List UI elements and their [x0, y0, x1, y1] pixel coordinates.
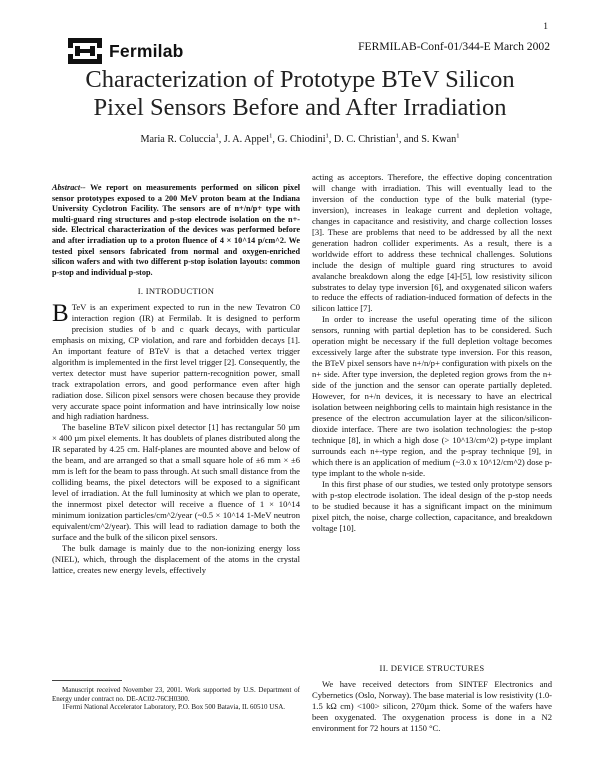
- author-separator: ,: [328, 134, 334, 145]
- title-line-2: Pixel Sensors Before and After Irradiation: [93, 93, 507, 121]
- author-name: J. A. Appel: [223, 134, 270, 145]
- abstract-text: We report on measurements performed on silicon pixel sensor prototypes exposed to a 200 MeV proton beam at the Indiana University Cyclotron Facility. The sensors are of n+/n/p+ type with multi-guard ring structures and p-stop electrode isolation on the n+-side. Electrical characterization of the devices was performed before and after irradiation up to a proton fluence of 4 × 10^14 p/cm^2. We tested pixel sensors fabricated from normal and oxygen-enriched silicon wafers and with two different p-stop isolation layouts: common p-stop and individual p-stop.: [52, 183, 301, 277]
- footnote-2: 1Fermi National Accelerator Laboratory, P.O. Box 500 Batavia, IL 60510 USA.: [62, 703, 286, 712]
- abstract-label: Abstract--: [52, 183, 86, 192]
- section-heading-device-structures: II. DEVICE STRUCTURES: [379, 663, 485, 673]
- device-paragraph-1: We have received detectors from SINTEF Electronics and Cybernetics (Oslo, Norway). The base material is low resistivity (1.0-1.5 kΩ cm) <100> silicon, 270µm thick. Some of the wafers have been oxygenated. The oxygenation process is done in a N2 environment for 72 hours at 1150 °C.: [312, 678, 552, 733]
- fermilab-emblem-icon: [66, 36, 104, 66]
- paper-title: [40, 66, 560, 121]
- page-number: 1: [543, 22, 548, 32]
- abstract: [52, 183, 300, 278]
- affiliation-mark: 1: [395, 132, 399, 140]
- left-column: [52, 183, 300, 278]
- author-separator: , and: [398, 134, 422, 145]
- intro-paragraph-1: [52, 299, 300, 422]
- author-name: Maria R. Coluccia: [140, 134, 216, 145]
- introduction-section: [52, 286, 300, 576]
- affiliation-mark: 1: [269, 132, 273, 140]
- right-paragraph-3: In this first phase of our studies, we tested only prototype sensors with p-stop electrode isolation. The ideal design of the p-stop needs to be studied because it has a significant impact on the minimum pixel pitch, the noise, charge collection, capacitance, and breakdown voltage [10].: [312, 478, 552, 533]
- fermilab-logo: [66, 36, 262, 66]
- right-paragraph-1: acting as acceptors. Therefore, the effective doping concentration will change with irradiation. This will eventually lead to the inversion of the conduction type of the bulk material (type-inversion), increases in leakage current and depletion voltage, changes in capacitance and resistivity, and charge collection losses [3]. These are problems that need to be addressed by all the next generation hadron collider experiments. As a result, there is a worldwide effort to address these technical challenges. Solutions include the design of multiple guard ring structures to avoid avalanche breakdown along the edge [4]-[5], low resistivity silicon substrates to delay type inversion [6], and oxygenated silicon wafers to reduce the effects of radiation-induced formation of defects in the silicon lattice [7].: [312, 172, 552, 314]
- affiliation-mark: 1: [325, 132, 329, 140]
- intro-paragraph-2: The baseline BTeV silicon pixel detector [1] has rectangular 50 µm × 400 µm pixel elements. It has doublets of planes distributed along the IR separated by 4.25 cm. Half-planes are mounted above and below of the beam, and are arranged so that a small square hole of ±6 mm × ±6 mm is left for the beam to pass through. At such small distance from the colliding beams, the pixel detectors will be exposed to a significant level of irradiation. At the full luminosity at which we plan to operate, the innermost pixel detector will receive a fluence of 1 × 10^14 minimum ionization particles/cm^2/year (~0.5 × 10^14 1-MeV neutron equivalent/cm^2/year). This will lead to radiation damage to both the surface and the bulk of the silicon pixel sensors.: [52, 422, 300, 542]
- drop-cap: B: [52, 299, 69, 327]
- report-id: FERMILAB-Conf-01/344-E March 2002: [358, 40, 550, 53]
- author-name: S. Kwan: [421, 134, 457, 145]
- affiliation-mark: 1: [215, 132, 219, 140]
- right-paragraph-2: In order to increase the useful operating time of the silicon sensors, running with partial depletion has to be considered. Such operation might be necessary if the full depletion voltage becomes excessively large after the substrate type inversion. For this reason, the BTeV pixel sensors have n+/n/p+ configuration with pixels on the n+ side. After type inversion, the depleted region grows from the n+ side of the junction and the sensor can operate partially depleted. However, for n+/n devices, it is necessary to have an electrical isolation between neighboring cells to maintain high resistance in the presence of the electron accumulation layer at the silicon/silicon-dioxide interface. There are two isolation technologies: the p-stop technique [8], in which a high dose (> 10^13/cm^2) p-type implant surrounds each n+-type region, and the p-spray technique [9], in which there is an application of medium (~3.0 x 10^12/cm^2) dose p-type implant to the whole n-side.: [312, 314, 552, 478]
- affiliation-mark: 1: [456, 132, 460, 140]
- author-name: G. Chiodini: [277, 134, 326, 145]
- author-separator: ,: [272, 134, 278, 145]
- section-heading-introduction: I. INTRODUCTION: [137, 286, 215, 296]
- author-list: [40, 134, 560, 145]
- logo-text: Fermilab: [109, 41, 184, 61]
- title-line-1: Characterization of Prototype BTeV Silicon: [85, 66, 515, 93]
- author-separator: ,: [218, 134, 224, 145]
- footnotes: [52, 686, 300, 712]
- footnote-1: Manuscript received November 23, 2001. Work supported by U.S. Department of Energy under contract no. DE-AC02-76CH0300.: [52, 686, 300, 703]
- intro-paragraph-3: The bulk damage is mainly due to the non-ionizing energy loss (NIEL), which, through the displacement of the atoms in the crystal lattice, creates new energy levels, effectively: [52, 542, 300, 575]
- intro-paragraph-1-text: TeV is an experiment expected to run in the new Tevatron C0 interaction region (IR) at Fermilab. It is designed to perform precision studies of b and c quark decays, with particular emphasis on mixing, CP violation, and rare and forbidden decays [1]. An important feature of BTeV is that a detached vertex trigger algorithm is implemented in the first level trigger [2]. Consequently, the vertex detector must have superior pattern-recognition power, small track extrapolation errors, and good performance even after high radiation dose. Silicon pixel sensors were chosen because they provide very accurate space point information and have intrinsically low noise and high radiation hardness.: [52, 301, 300, 422]
- device-structures-section: [312, 663, 552, 734]
- author-name: D. C. Christian: [333, 134, 396, 145]
- right-column: [312, 172, 552, 533]
- footnote-rule: [52, 680, 122, 681]
